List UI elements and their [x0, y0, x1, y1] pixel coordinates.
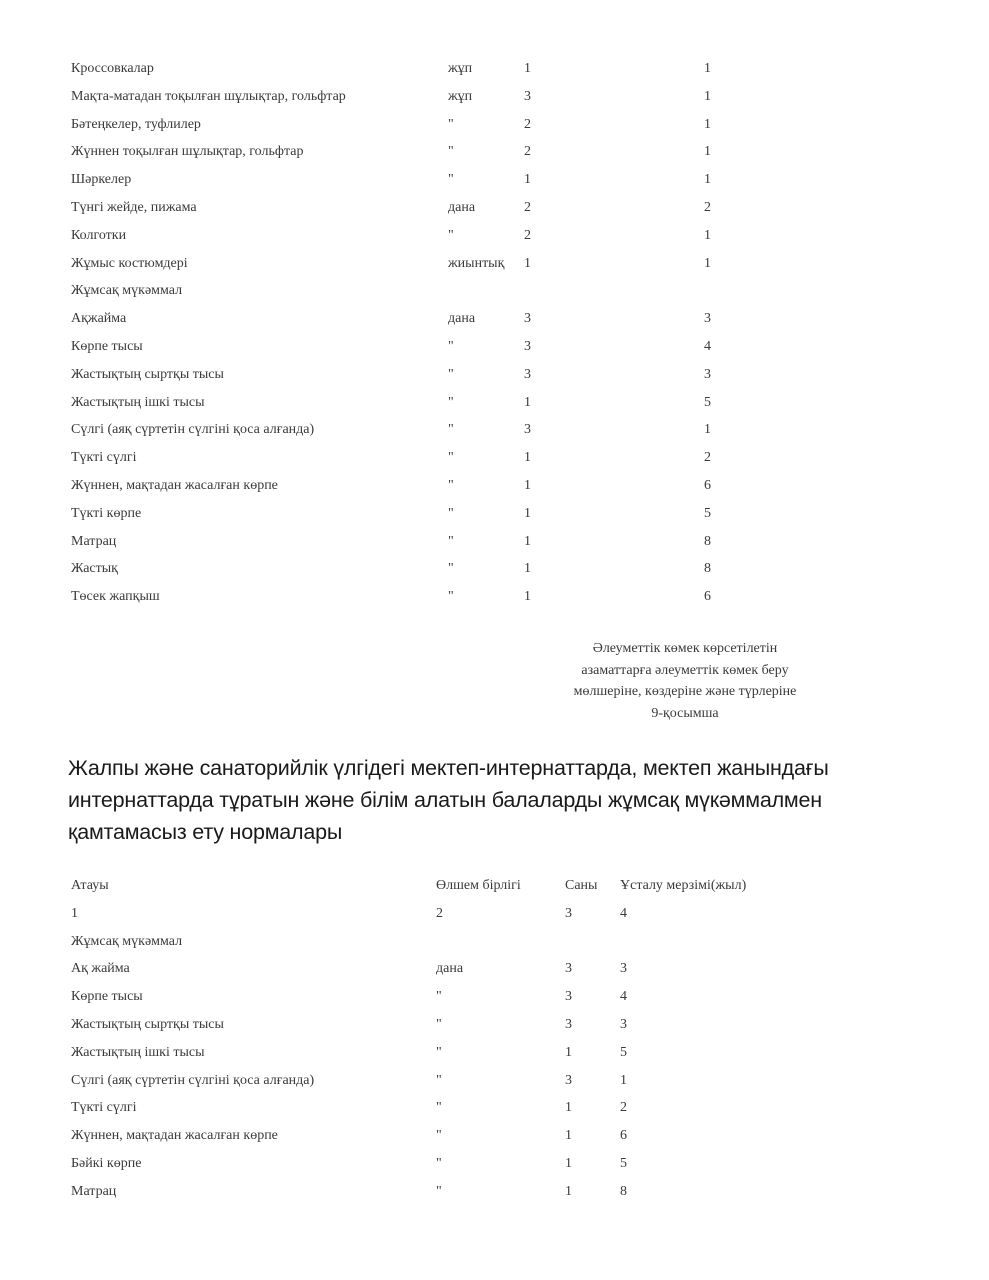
item-quantity: 3 [565, 989, 572, 1005]
item-unit: " [448, 589, 454, 605]
heading-line: Жалпы және санаторийлік үлгідегі мектеп-интернаттарда, мектеп жанындағы [68, 756, 829, 780]
item-term: 1 [704, 422, 711, 438]
item-quantity: 1 [524, 172, 531, 188]
table-row [71, 531, 771, 559]
item-name: Ақжайма [71, 311, 127, 327]
item-term: 1 [704, 88, 711, 104]
item-name: Шәркелер [71, 172, 132, 188]
item-unit: " [436, 1183, 442, 1199]
item-unit: " [448, 505, 454, 521]
item-name: Матрац [71, 1183, 117, 1199]
item-unit: " [448, 477, 454, 493]
item-unit: " [448, 394, 454, 410]
item-name: Түкті көрпе [71, 505, 142, 521]
item-unit: " [436, 1072, 442, 1088]
item-unit: " [448, 450, 454, 466]
item-name: Матрац [71, 533, 117, 549]
column-number: 2 [436, 905, 443, 921]
item-term: 6 [704, 589, 711, 605]
item-unit: " [448, 227, 454, 243]
table-row [71, 586, 771, 614]
item-quantity: 3 [565, 1016, 572, 1032]
item-name: Сүлгі (аяқ сүртетін сүлгіні қоса алғанда) [71, 422, 315, 438]
item-unit: " [436, 1016, 442, 1032]
table-row [71, 141, 771, 169]
table-header-row [71, 875, 791, 903]
item-unit: " [448, 366, 454, 382]
appendix-number: 9-қосымша [651, 705, 719, 721]
item-name: Жастықтың ішкі тысы [71, 394, 205, 410]
item-quantity: 1 [565, 1100, 572, 1116]
table-row [71, 58, 771, 86]
item-term: 5 [704, 394, 711, 410]
item-quantity: 1 [524, 589, 531, 605]
section-label: Жұмсақ мүкәммал [71, 933, 183, 949]
table-row [71, 253, 771, 281]
table-row [71, 169, 771, 197]
item-term: 1 [704, 144, 711, 160]
item-name: Жүннен, мақтадан жасалған көрпе [71, 1128, 278, 1144]
table-row [71, 197, 771, 225]
column-number: 3 [565, 905, 572, 921]
section-label: Жұмсақ мүкәммал [71, 283, 183, 299]
item-term: 3 [620, 1016, 627, 1032]
item-term: 1 [704, 172, 711, 188]
item-term: 5 [620, 1044, 627, 1060]
item-quantity: 2 [524, 199, 531, 215]
column-header-term: Ұсталу мерзімі(жыл) [620, 878, 747, 893]
table-row [71, 1125, 791, 1153]
heading-line: қамтамасыз ету нормалары [68, 820, 343, 844]
item-unit: " [448, 338, 454, 354]
item-unit: дана [436, 961, 464, 977]
table-row [71, 392, 771, 420]
item-unit: жиынтық [448, 255, 505, 271]
item-term: 5 [620, 1155, 627, 1171]
table-row [71, 503, 771, 531]
table-row [71, 225, 771, 253]
item-name: Бәйкі көрпе [71, 1155, 142, 1171]
item-name: Жұмыс костюмдері [71, 255, 188, 271]
item-name: Төсек жапқыш [71, 589, 160, 605]
table-row [71, 475, 771, 503]
item-quantity: 1 [524, 533, 531, 549]
item-unit: " [436, 1155, 442, 1171]
item-quantity: 3 [524, 366, 531, 382]
item-name: Жастық [71, 561, 118, 577]
appendix-note [530, 638, 840, 724]
item-term: 8 [704, 561, 711, 577]
item-term: 3 [620, 961, 627, 977]
item-term: 1 [620, 1072, 627, 1088]
column-header-name: Атауы [71, 878, 109, 893]
item-quantity: 3 [565, 1072, 572, 1088]
item-quantity: 2 [524, 116, 531, 132]
item-unit: " [448, 172, 454, 188]
table-row [71, 1042, 791, 1070]
item-name: Жастықтың сыртқы тысы [71, 366, 224, 382]
item-quantity: 1 [524, 561, 531, 577]
table-row [71, 958, 791, 986]
item-quantity: 1 [565, 1183, 572, 1199]
appendix-note-line: азаматтарға әлеуметтік көмек беру [581, 662, 789, 678]
item-quantity: 1 [524, 505, 531, 521]
item-name: Кроссовкалар [71, 61, 154, 76]
item-term: 1 [704, 61, 711, 76]
item-quantity: 1 [565, 1155, 572, 1171]
appendix-note-line: Әлеуметтік көмек көрсетілетін [592, 641, 778, 656]
item-name: Түкті сүлгі [71, 1100, 137, 1116]
item-quantity: 3 [565, 961, 572, 977]
item-unit: дана [448, 311, 476, 327]
item-term: 8 [704, 533, 711, 549]
item-quantity: 2 [524, 227, 531, 243]
table-row [71, 1097, 791, 1125]
item-name: Түнгі жейде, пижама [71, 199, 197, 215]
item-quantity: 3 [524, 88, 531, 104]
section-heading [68, 752, 948, 848]
item-unit: жұп [448, 88, 473, 104]
soft-inventory-norms-table [71, 875, 791, 1209]
table-row [71, 1014, 791, 1042]
item-name: Бәтеңкелер, туфлилер [71, 116, 201, 132]
item-unit: " [448, 144, 454, 160]
item-quantity: 1 [524, 450, 531, 466]
item-name: Түкті сүлгі [71, 450, 137, 466]
item-name: Мақта-матадан тоқылған шұлықтар, гольфтар [71, 88, 346, 104]
item-name: Жастықтың ішкі тысы [71, 1044, 205, 1060]
table-row [71, 447, 771, 475]
table-row [71, 114, 771, 142]
item-term: 5 [704, 505, 711, 521]
heading-line: интернаттарда тұратын және білім алатын балаларды жұмсақ мүкәммалмен [68, 788, 822, 812]
column-number: 4 [620, 905, 627, 921]
item-name: Сүлгі (аяқ сүртетін сүлгіні қоса алғанда) [71, 1072, 315, 1088]
column-header-unit: Өлшем бірлігі [436, 878, 521, 893]
item-term: 8 [620, 1183, 627, 1199]
item-term: 3 [704, 311, 711, 327]
item-quantity: 1 [524, 394, 531, 410]
item-name: Жүннен тоқылған шұлықтар, гольфтар [71, 144, 304, 160]
column-header-quantity: Саны [565, 878, 598, 893]
item-quantity: 3 [524, 338, 531, 354]
item-name: Ақ жайма [71, 961, 130, 977]
item-unit: " [448, 533, 454, 549]
item-quantity: 1 [524, 255, 531, 271]
column-number: 1 [71, 905, 78, 921]
item-term: 2 [704, 450, 711, 466]
item-quantity: 2 [524, 144, 531, 160]
item-name: Көрпе тысы [71, 989, 143, 1005]
item-term: 2 [620, 1100, 627, 1116]
clothing-bedding-table [71, 58, 771, 614]
item-unit: жұп [448, 61, 473, 76]
table-row [71, 1070, 791, 1098]
item-quantity: 1 [524, 61, 531, 76]
table-row [71, 1153, 791, 1181]
appendix-note-line: мөлшеріне, көздеріне және түрлеріне [573, 684, 797, 699]
item-quantity: 1 [565, 1128, 572, 1144]
table-section-row [71, 280, 771, 308]
table-row [71, 364, 771, 392]
item-quantity: 3 [524, 311, 531, 327]
item-unit: " [436, 989, 442, 1005]
item-quantity: 1 [524, 477, 531, 493]
item-term: 1 [704, 227, 711, 243]
item-unit: " [448, 561, 454, 577]
table-row [71, 336, 771, 364]
table-row [71, 86, 771, 114]
item-unit: дана [448, 199, 476, 215]
item-unit: " [448, 422, 454, 438]
item-unit: " [448, 116, 454, 132]
item-term: 1 [704, 116, 711, 132]
item-term: 6 [620, 1128, 627, 1144]
item-quantity: 1 [565, 1044, 572, 1060]
item-unit: " [436, 1044, 442, 1060]
table-row [71, 308, 771, 336]
table-row [71, 419, 771, 447]
item-term: 3 [704, 366, 711, 382]
table-row [71, 1181, 791, 1209]
item-term: 4 [704, 338, 711, 354]
table-section-row [71, 931, 791, 959]
item-name: Жүннен, мақтадан жасалған көрпе [71, 477, 278, 493]
item-unit: " [436, 1100, 442, 1116]
item-unit: " [436, 1128, 442, 1144]
item-term: 1 [704, 255, 711, 271]
item-term: 2 [704, 199, 711, 215]
item-term: 4 [620, 989, 627, 1005]
item-name: Көрпе тысы [71, 338, 143, 354]
table-row [71, 986, 791, 1014]
item-name: Колготки [71, 227, 127, 243]
item-term: 6 [704, 477, 711, 493]
item-name: Жастықтың сыртқы тысы [71, 1016, 224, 1032]
column-number-row [71, 903, 791, 931]
table-row [71, 558, 771, 586]
item-quantity: 3 [524, 422, 531, 438]
